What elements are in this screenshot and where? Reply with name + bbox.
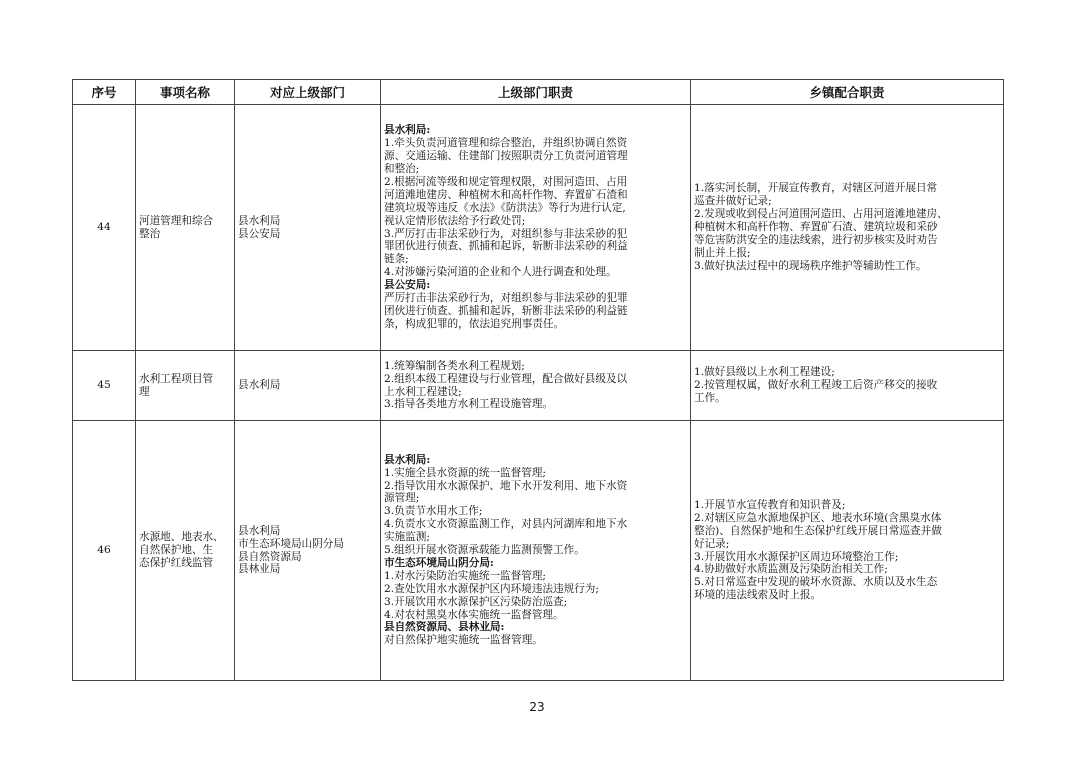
row-serial-number: 45 xyxy=(73,351,136,421)
text-line: 3.严厉打击非法采砂行为，对组织参与非法采砂的犯 xyxy=(384,227,628,240)
text-line: 巡查并做好记录; xyxy=(694,195,772,208)
responsibility-table xyxy=(72,79,1004,681)
text-line: 3.开展饮用水水源保护区污染防治巡查; xyxy=(384,595,568,608)
text-line: 河道管理和综合 xyxy=(139,214,214,227)
text-line: 环境的违法线索及时上报。 xyxy=(694,589,822,602)
text-line: 5.对日常巡查中发现的破坏水资源、水质以及水生态 xyxy=(694,576,938,589)
header-row xyxy=(73,80,1004,105)
row-township-duties xyxy=(691,421,1004,681)
text-line: 等危害防洪安全的违法线索，进行初步核实及时劝告 xyxy=(694,233,938,246)
table-row xyxy=(73,421,1004,681)
row-superior-duties xyxy=(381,351,691,421)
text-line: 工作。 xyxy=(694,391,726,404)
text-line: 2.按管理权属，做好水利工程竣工后资产移交的接收 xyxy=(694,379,938,392)
text-line: 水源地、地表水、 xyxy=(139,531,224,544)
header-township-duties: 乡镇配合职责 xyxy=(691,80,1004,105)
header-item-name: 事项名称 xyxy=(136,80,235,105)
row-departments xyxy=(235,351,381,421)
text-line: 4.对农村黑臭水体实施统一监督管理。 xyxy=(384,608,564,621)
text-line: 2.根据河流等级和规定管理权限，对围河造田、占用 xyxy=(384,175,628,188)
row-item-name xyxy=(136,105,235,351)
text-line: 罪团伙进行侦查、抓捕和起诉，斩断非法采砂的利益 xyxy=(384,240,628,253)
table-row xyxy=(73,105,1004,351)
text-line: 市生态环境局山阴分局 xyxy=(238,537,344,550)
department-heading: 县水利局: xyxy=(384,124,431,137)
row-superior-duties xyxy=(381,421,691,681)
text-line: 河道滩地建房、种植树木和高杆作物、弃置矿石渣和 xyxy=(384,188,628,201)
text-line: 4.负责水文水资源监测工作，对县内河湖库和地下水 xyxy=(384,518,628,531)
page-number: 23 xyxy=(529,700,545,714)
text-line: 4.协助做好水质监测及污染防治相关工作; xyxy=(694,563,888,576)
text-line: 种植树木和高杆作物、弃置矿石渣、建筑垃圾和采砂 xyxy=(694,221,938,234)
text-line: 严厉打击非法采砂行为，对组织参与非法采砂的犯罪 xyxy=(384,292,628,305)
department-heading: 县公安局: xyxy=(384,279,431,292)
text-line: 整治 xyxy=(139,227,161,240)
header-superior-duties: 上级部门职责 xyxy=(381,80,691,105)
text-line: 2.对辖区应急水源地保护区、地表水环境(含黑臭水体 xyxy=(694,511,942,524)
text-line: 4.对涉嫌污染河道的企业和个人进行调查和处理。 xyxy=(384,266,617,279)
text-line: 2.查处饮用水水源保护区内环境违法违规行为; xyxy=(384,582,599,595)
text-line: 1.对水污染防治实施统一监督管理; xyxy=(384,569,546,582)
text-line: 1.实施全县水资源的统一监督管理; xyxy=(384,466,546,479)
text-line: 整治)、自然保护地和生态保护红线开展日常巡查并做 xyxy=(694,524,942,537)
header-superior-department: 对应上级部门 xyxy=(235,80,381,105)
text-line: 链条; xyxy=(384,253,409,266)
row-serial-number: 44 xyxy=(73,105,136,351)
text-line: 1.统筹编制各类水利工程规划; xyxy=(384,359,525,372)
text-line: 1.落实河长制，开展宣传教育，对辖区河道开展日常 xyxy=(694,182,938,195)
text-line: 县公安局 xyxy=(238,227,281,240)
text-line: 源、交通运输、住建部门按照职责分工负责河道管理 xyxy=(384,150,628,163)
text-line: 2.组织本级工程建设与行业管理，配合做好县级及以 xyxy=(384,372,628,385)
text-line: 实施监测; xyxy=(384,531,430,544)
row-departments xyxy=(235,105,381,351)
department-heading: 市生态环境局山阴分局: xyxy=(384,556,494,569)
row-township-duties xyxy=(691,351,1004,421)
text-line: 县自然资源局 xyxy=(238,550,302,563)
row-item-name xyxy=(136,351,235,421)
text-line: 3.负责节水用水工作; xyxy=(384,505,483,518)
text-line: 1.做好县级以上水利工程建设; xyxy=(694,366,835,379)
text-line: 2.发现或收到侵占河道围河造田、占用河道滩地建房、 xyxy=(694,208,948,221)
text-line: 好记录; xyxy=(694,537,730,550)
text-line: 县林业局 xyxy=(238,563,281,576)
text-line: 1.开展节水宣传教育和知识普及; xyxy=(694,498,846,511)
text-line: 县水利局 xyxy=(238,379,281,392)
table-row xyxy=(73,351,1004,421)
text-line: 3.开展饮用水水源保护区周边环境整治工作; xyxy=(694,550,899,563)
text-line: 自然保护地、生 xyxy=(139,544,214,557)
text-line: 和整治; xyxy=(384,162,420,175)
text-line: 理 xyxy=(139,385,150,398)
row-departments xyxy=(235,421,381,681)
row-serial-number: 46 xyxy=(73,421,136,681)
header-serial-number: 序号 xyxy=(73,80,136,105)
text-line: 态保护红线监管 xyxy=(139,556,214,569)
department-heading: 县自然资源局、县林业局: xyxy=(384,621,505,634)
department-heading: 县水利局: xyxy=(384,453,431,466)
text-line: 5.组织开展水资源承载能力监测预警工作。 xyxy=(384,544,585,557)
text-line: 视认定情形依法给予行政处罚; xyxy=(384,214,526,227)
text-line: 上水利工程建设; xyxy=(384,385,462,398)
text-line: 制止并上报; xyxy=(694,246,751,259)
text-line: 县水利局 xyxy=(238,524,281,537)
text-line: 源管理; xyxy=(384,492,420,505)
row-item-name xyxy=(136,421,235,681)
text-line: 条，构成犯罪的，依法追究刑事责任。 xyxy=(384,317,565,330)
row-superior-duties xyxy=(381,105,691,351)
row-township-duties xyxy=(691,105,1004,351)
text-line: 3.指导各类地方水利工程设施管理。 xyxy=(384,398,554,411)
text-line: 县水利局 xyxy=(238,214,281,227)
text-line: 1.牵头负责河道管理和综合整治，并组织协调自然资 xyxy=(384,137,628,150)
text-line: 3.做好执法过程中的现场秩序维护等辅助性工作。 xyxy=(694,259,927,272)
text-line: 建筑垃圾等违反《水法》《防洪法》等行为进行认定, xyxy=(384,201,626,214)
text-line: 对自然保护地实施统一监督管理。 xyxy=(384,634,543,647)
text-line: 团伙进行侦查、抓捕和起诉，斩断非法采砂的利益链 xyxy=(384,304,628,317)
text-line: 水利工程项目管 xyxy=(139,372,214,385)
text-line: 2.指导饮用水水源保护、地下水开发利用、地下水资 xyxy=(384,479,628,492)
